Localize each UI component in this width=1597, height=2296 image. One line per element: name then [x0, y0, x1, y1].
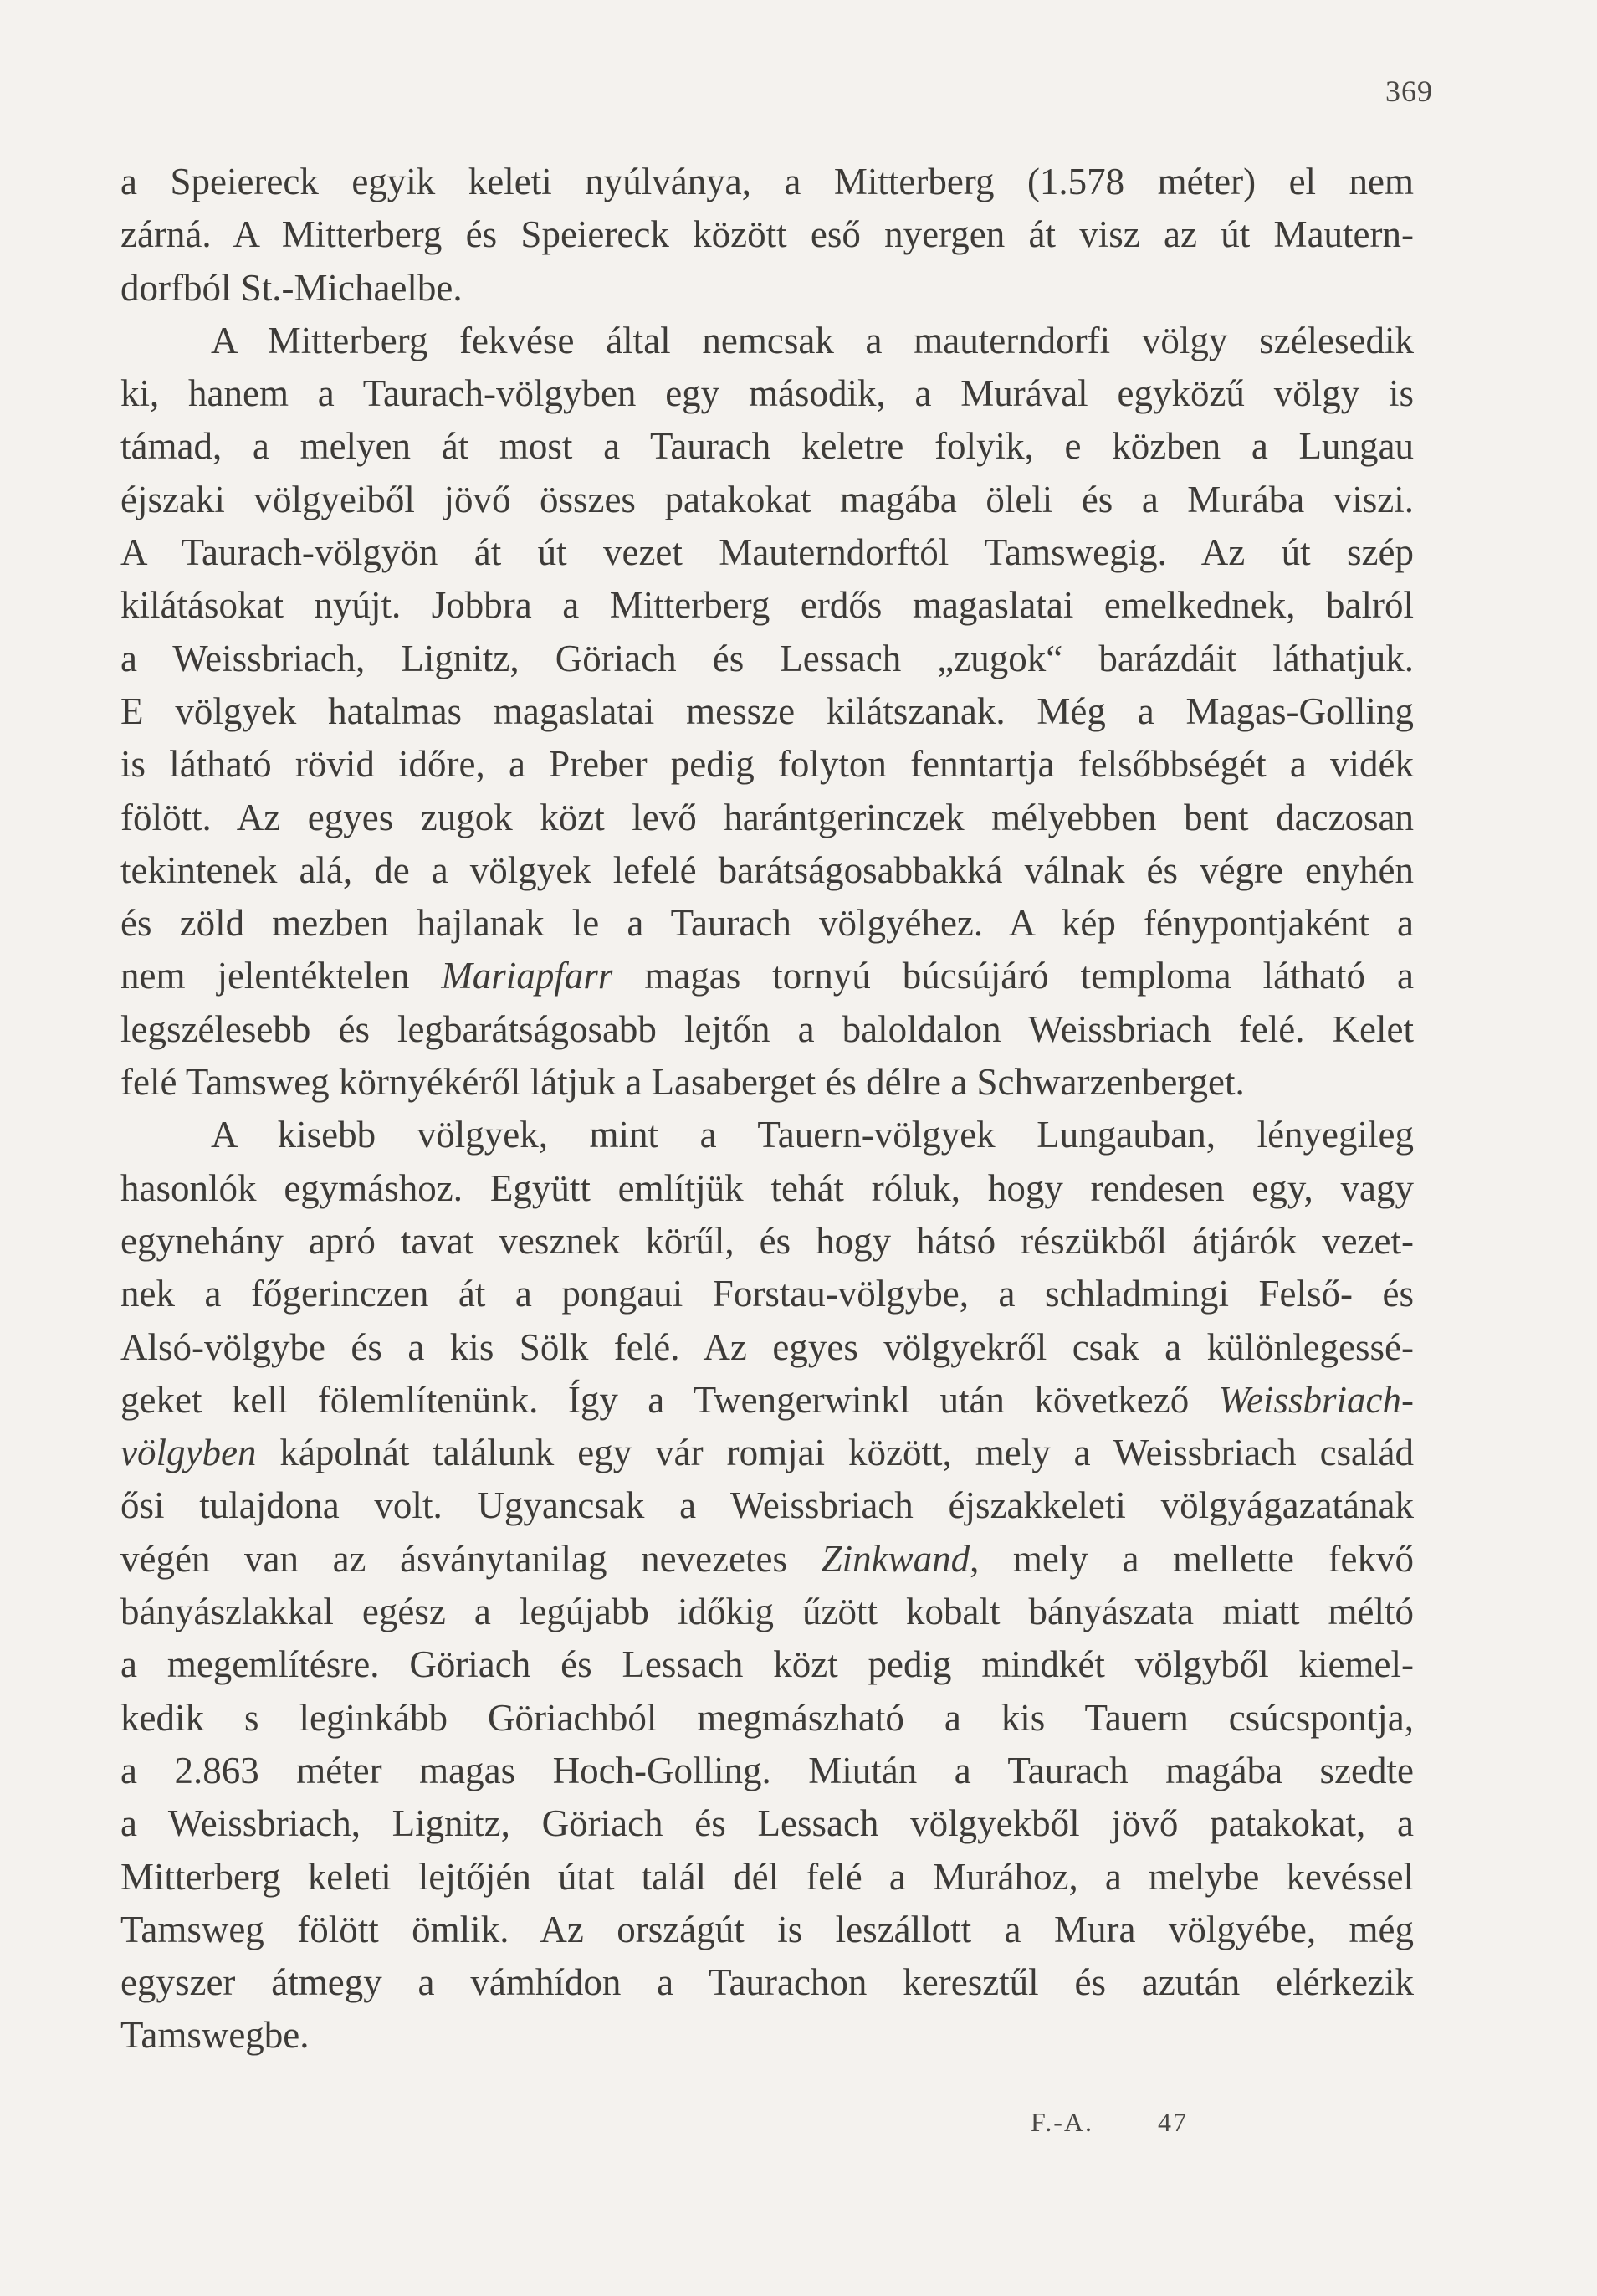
line-text: a 2.863 méter magas Hoch-Golling. Miután a Taurach magába szedte	[120, 1749, 1414, 1791]
text-line	[120, 897, 1414, 950]
line-text: zárná. A Mitterberg és Speiereck között eső nyergen át visz az út Mautern-	[120, 213, 1414, 256]
text-line	[120, 1109, 1414, 1161]
line-text: a Speiereck egyik keleti nyúlványa, a Mitterberg (1.578 méter) el nem	[120, 161, 1414, 202]
line-text: felé Tamsweg környékéről látjuk a Lasaberget és délre a Schwarzenberget.	[120, 1061, 1245, 1104]
text-line	[120, 156, 1414, 208]
text-line	[120, 1851, 1414, 1904]
line-text: kápolnát találunk egy vár romjai között, mely a Weissbriach család	[256, 1432, 1414, 1474]
italic-term: Weissbriach-	[1218, 1378, 1414, 1421]
footer-signature: F.-A.	[1031, 2107, 1093, 2137]
text-line	[120, 1797, 1414, 1850]
text-line	[120, 1745, 1414, 1797]
text-line	[120, 1692, 1414, 1745]
line-text: fölött. Az egyes zugok közt levő harántgerinczek mélyebben bent daczosan	[120, 796, 1414, 838]
text-line	[120, 685, 1414, 738]
line-text: végén van az ásványtanilag nevezetes	[120, 1537, 822, 1580]
line-text: Tamsweg fölött ömlik. Az országút is leszállott a Mura völgyébe, még	[120, 1908, 1414, 1950]
line-text: kedik s leginkább Göriachból megmászható a kis Tauern csúcspontja,	[120, 1696, 1414, 1739]
text-line	[120, 208, 1414, 261]
line-text: egyszer átmegy a vámhídon a Taurachon keresztűl és azután elérkezik	[120, 1961, 1414, 2004]
text-line	[120, 950, 1414, 1002]
line-text: nem jelentéktelen	[120, 955, 442, 997]
line-text: a Weissbriach, Lignitz, Göriach és Lessach völgyekből jövő patakokat, a	[120, 1802, 1414, 1845]
text-line	[120, 1374, 1414, 1427]
line-text: A kisebb völgyek, mint a Tauern-völgyek Lungauban, lényegileg	[211, 1114, 1414, 1156]
text-line	[120, 262, 1414, 315]
footer-sheet-number: 47	[1158, 2107, 1188, 2137]
text-line	[120, 1056, 1414, 1109]
italic-term: völgyben	[120, 1432, 257, 1474]
text-line	[120, 1427, 1414, 1479]
text-line	[120, 633, 1414, 685]
line-text: a megemlítésre. Göriach és Lessach közt pedig mindkét völgyből kiemel-	[120, 1643, 1414, 1686]
text-line	[120, 315, 1414, 367]
line-text: Tamswegbe.	[120, 2014, 310, 2057]
text-line	[120, 1162, 1414, 1215]
line-text: legszélesebb és legbarátságosabb lejtőn a baloldalon Weissbriach felé. Kelet	[120, 1007, 1414, 1050]
line-text: támad, a melyen át most a Taurach keletre folyik, e közben a Lungau	[120, 425, 1414, 468]
text-line	[120, 844, 1414, 897]
text-line	[120, 526, 1414, 579]
line-text: hasonlók egymáshoz. Együtt említjük tehát róluk, hogy rendesen egy, vagy	[120, 1166, 1414, 1209]
text-line	[120, 474, 1414, 526]
text-line	[120, 1956, 1414, 2009]
text-line	[120, 1268, 1414, 1320]
line-text: A Mitterberg fekvése által nemcsak a mauterndorfi völgy szélesedik	[211, 319, 1414, 361]
line-text: kilátásokat nyújt. Jobbra a Mitterberg erdős magaslatai emelkednek, balról	[120, 584, 1414, 627]
line-text: a Weissbriach, Lignitz, Göriach és Lessach „zugok“ barázdáit láthatjuk.	[120, 637, 1414, 679]
text-line	[120, 1586, 1414, 1638]
text-line	[120, 579, 1414, 632]
line-text: éjszaki völgyeiből jövő összes patakokat magába öleli és a Murába viszi.	[120, 478, 1414, 520]
line-text: A Taurach-völgyön át út vezet Mauterndorftól Tamswegig. Az út szép	[120, 531, 1414, 574]
body-text	[120, 156, 1414, 2063]
italic-term: Zinkwand	[821, 1537, 970, 1580]
line-text: Mitterberg keleti lejtőjén útat talál dél felé a Murához, a melybe kevéssel	[120, 1855, 1414, 1898]
line-text: magas tornyú búcsújáró temploma látható a	[612, 955, 1414, 997]
line-text: tekintenek alá, de a völgyek lefelé barátságosabbakká válnak és végre enyhén	[120, 848, 1414, 891]
line-text: is látható rövid időre, a Preber pedig folyton fenntartja felsőbbségét a vidék	[120, 743, 1414, 786]
text-line	[120, 1215, 1414, 1268]
text-line	[120, 738, 1414, 791]
line-text: ki, hanem a Taurach-völgyben egy második, a Murával egyközű völgy is	[120, 372, 1414, 415]
line-text: bányászlakkal egész a legújabb időkig űzött kobalt bányászata miatt méltó	[120, 1591, 1414, 1633]
line-text: E völgyek hatalmas magaslatai messze kilátszanak. Még a Magas-Golling	[120, 689, 1414, 732]
line-text: Alsó-völgybe és a kis Sölk felé. Az egyes völgyekről csak a különlegessé-	[120, 1325, 1414, 1368]
text-line	[120, 2009, 1414, 2062]
text-line	[120, 1904, 1414, 1956]
text-line	[120, 1003, 1414, 1056]
line-text: ősi tulajdona volt. Ugyancsak a Weissbriach éjszakkeleti völgyágazatának	[120, 1484, 1414, 1527]
text-line	[120, 1479, 1414, 1532]
text-line	[120, 1321, 1414, 1374]
text-line	[120, 1533, 1414, 1586]
page-footer	[1031, 2107, 1188, 2138]
text-line	[120, 420, 1414, 473]
text-line	[120, 367, 1414, 420]
line-text: dorfból St.-Michaelbe.	[120, 266, 463, 309]
italic-term: Mariapfarr	[441, 955, 613, 997]
line-text: , mely a mellette fekvő	[970, 1537, 1414, 1580]
line-text: geket kell fölemlítenünk. Így a Twengerwinkl után következő	[120, 1378, 1219, 1421]
text-line	[120, 792, 1414, 844]
text-line	[120, 1638, 1414, 1691]
line-text: és zöld mezben hajlanak le a Taurach völgyéhez. A kép fénypontjaként a	[120, 902, 1414, 945]
line-text: egynehány apró tavat vesznek körűl, és hogy hátsó részükből átjárók vezet-	[120, 1219, 1414, 1262]
line-text: nek a főgerinczen át a pongaui Forstau-völgybe, a schladmingi Felső- és	[120, 1273, 1414, 1315]
page-number: 369	[1385, 74, 1433, 108]
